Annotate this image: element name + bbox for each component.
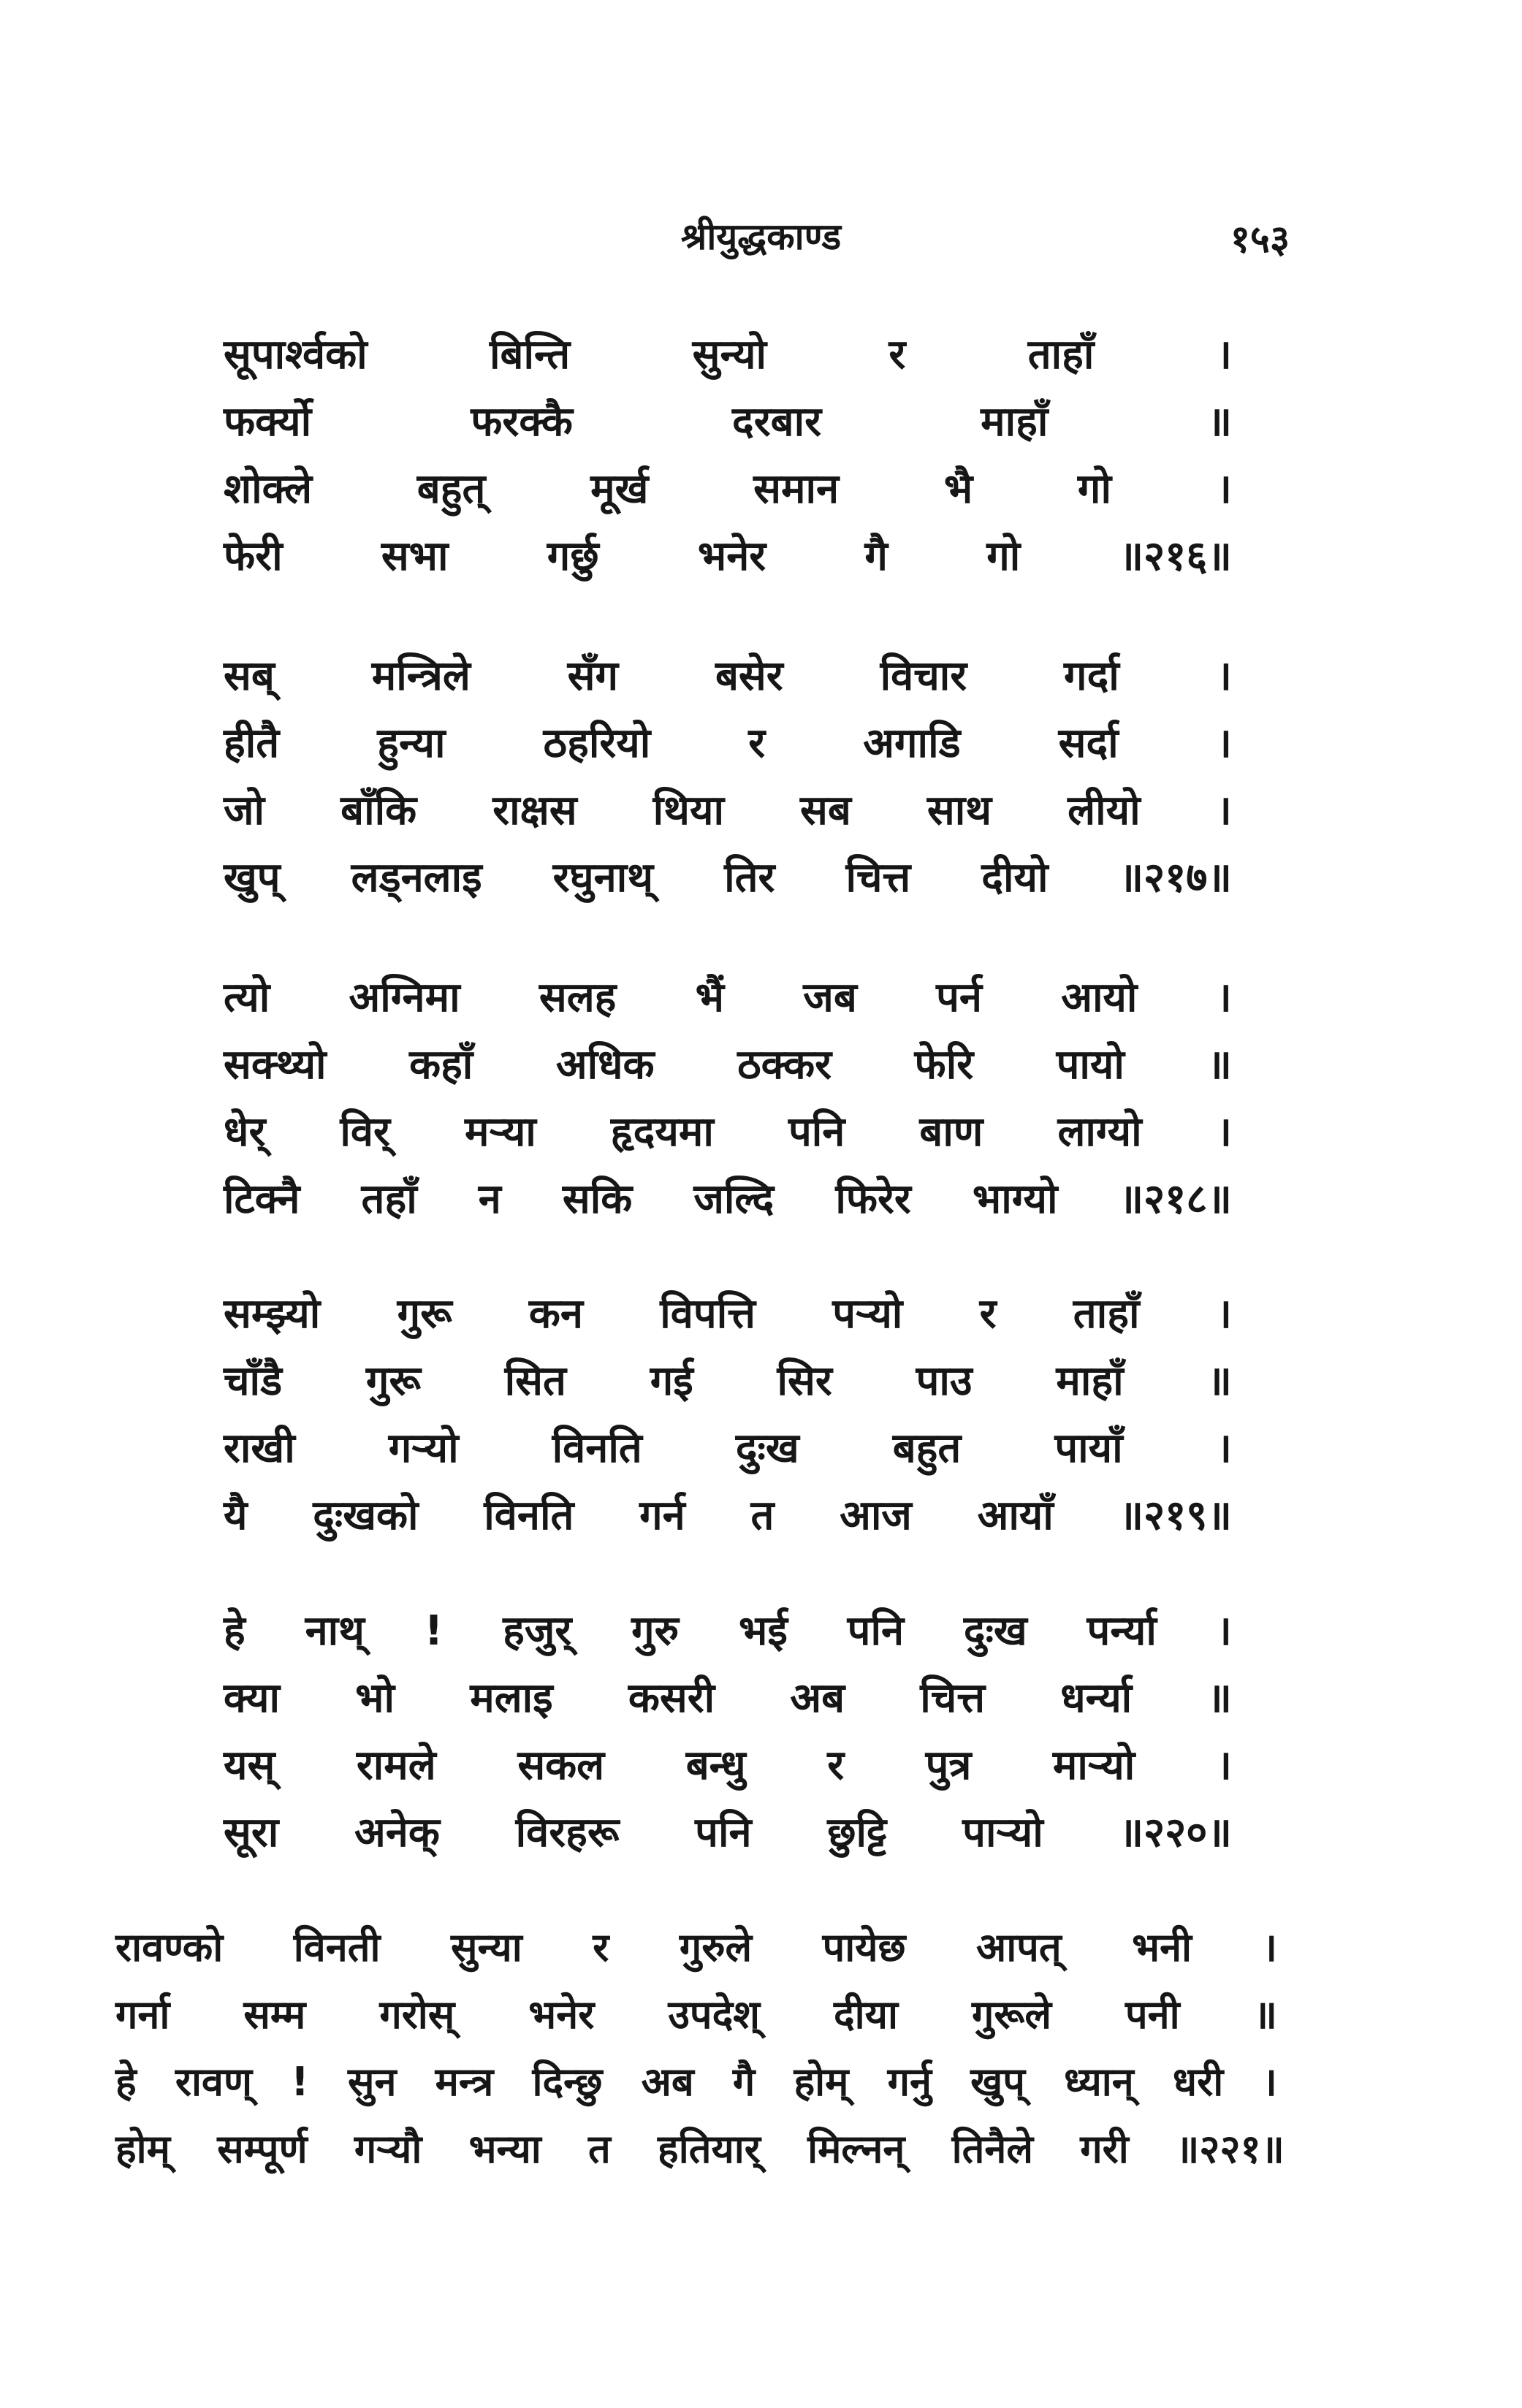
verse-word: त [588, 2126, 611, 2172]
verse-word: रामले [356, 1742, 436, 1789]
verse-word: पऱ्यो [832, 1290, 903, 1338]
verse-line [115, 2120, 1285, 2187]
verse-word: माऱ्यो [1052, 1742, 1135, 1789]
verse-word: गर्ना [115, 1992, 170, 2038]
verse-221 [115, 1919, 1285, 2187]
verse-word: । [1216, 1742, 1232, 1789]
verse-line [224, 968, 1232, 1035]
verse-word: हुन्या [377, 720, 446, 767]
verse-line [224, 1736, 1232, 1803]
verse-word: सित [504, 1357, 566, 1405]
verse-line [224, 392, 1232, 460]
verse-word: हजुर् [503, 1607, 572, 1655]
verse-word: खुप् [224, 854, 281, 902]
verse-line [224, 1669, 1232, 1736]
verse-word: मन्त्र [435, 2059, 494, 2105]
verse-word: भैं [695, 974, 725, 1021]
verse-word: पायाँ [1054, 1425, 1123, 1472]
verse-word: बन्धु [685, 1742, 746, 1789]
verse-word: तिर [724, 854, 775, 902]
verse-word: गै [732, 2059, 756, 2105]
verse-word: भनी [1132, 1924, 1192, 1970]
verse-word: पाउ [916, 1357, 973, 1405]
verse-word: लाग्यो [1057, 1108, 1142, 1156]
verse-word: भन्या [468, 2126, 541, 2172]
verse-word: अधिक [555, 1041, 655, 1089]
verse-word: पाऱ्यो [962, 1809, 1043, 1856]
verse-word: सब [800, 787, 851, 834]
verse-word: भनेर [528, 1992, 595, 2038]
verse-word: गऱ्यौ [354, 2126, 422, 2172]
verse-word: धेर् [224, 1108, 266, 1156]
verse-word: सूपार्श्वको [224, 331, 368, 378]
verse-line [224, 647, 1232, 714]
verse-word: ॥२१९॥ [1119, 1492, 1232, 1539]
verse-word: र [979, 1290, 997, 1338]
verse-word: गुरू [365, 1357, 421, 1405]
verse-word: भनेर [697, 533, 766, 580]
verse-word: लीयो [1068, 787, 1141, 834]
verse-word: विनती [293, 1924, 381, 1970]
verse-word: फर्क्यो [224, 398, 312, 446]
verse-word: र [889, 331, 906, 378]
verse-word: तिनैले [951, 2126, 1033, 2172]
verse-word: जो [224, 787, 265, 834]
verse-word: सभा [381, 533, 449, 580]
verse-word: । [1262, 2059, 1277, 2105]
verse-word: अब [641, 2059, 694, 2105]
verse-word: माहाँ [1056, 1357, 1124, 1405]
verse-word: ॥२१७॥ [1119, 854, 1232, 902]
verse-word: बाण [919, 1108, 983, 1156]
verse-word: ॥ [1207, 1041, 1232, 1089]
verse-word: मन्त्रिले [371, 652, 471, 700]
verse-line [115, 2053, 1277, 2120]
verse-word: गुरू [397, 1290, 452, 1338]
verse-word: र [593, 1924, 609, 1970]
verse-word: भाग्यो [972, 1176, 1058, 1223]
verse-word: दुःख [963, 1607, 1027, 1655]
verse-word: सँग [567, 652, 619, 700]
verse-word: र [748, 720, 766, 767]
verse-word: सकि [562, 1176, 633, 1223]
verse-word: विरहरू [515, 1809, 620, 1856]
verse-word: पर्न [936, 974, 982, 1021]
verse-word: गो [986, 533, 1021, 580]
verse-word: ॥२१६॥ [1119, 533, 1232, 580]
verse-word: चित्त [920, 1674, 986, 1722]
verse-line [224, 1419, 1232, 1486]
verse-word: गै [864, 533, 888, 580]
verse-word: पनी [1125, 1992, 1180, 2038]
verse-word: हे [224, 1607, 246, 1655]
verse-word: राक्षस [492, 787, 577, 834]
verse-word: फेरि [914, 1041, 974, 1089]
verse-word: गरोस् [379, 1992, 455, 2038]
verse-word: अनेक् [354, 1809, 440, 1856]
verse-word: खुप् [970, 2059, 1025, 2105]
verse-word: मिल्नन् [807, 2126, 905, 2172]
verse-line [224, 1601, 1232, 1669]
verse-word: भै [943, 465, 973, 513]
verse-word: विपत्ति [660, 1290, 756, 1338]
verse-word: रावण्को [115, 1924, 224, 1970]
verse-216 [224, 325, 1232, 594]
verse-word: सकल [517, 1742, 605, 1789]
verse-line [224, 714, 1232, 781]
verse-word: विनति [552, 1425, 642, 1472]
verse-word: ! [424, 1607, 444, 1655]
verse-word: आज [840, 1492, 912, 1539]
verse-line [224, 1352, 1232, 1419]
verse-219 [224, 1284, 1232, 1553]
verse-line [115, 1986, 1277, 2053]
verse-word: अब [790, 1674, 845, 1722]
verse-line [224, 1284, 1232, 1352]
verse-word: विर् [340, 1108, 390, 1156]
verse-word: पायो [1056, 1041, 1125, 1089]
verse-word: । [1262, 1924, 1277, 1970]
verse-word: पनि [847, 1607, 905, 1655]
verse-line [224, 1486, 1232, 1553]
page-title: श्रीयुद्धकाण्ड [680, 216, 842, 258]
verse-word: बहुत् [416, 465, 486, 513]
verse-word: न [478, 1176, 501, 1223]
verse-word: सलह [539, 974, 617, 1021]
verse-line [115, 1919, 1277, 1986]
verse-word: हृदयमा [610, 1108, 714, 1156]
verse-word: ठक्कर [737, 1041, 832, 1089]
verse-word: त [750, 1492, 775, 1539]
verse-word: धर्न्या [1060, 1674, 1133, 1722]
verse-word: सुन [347, 2059, 397, 2105]
verse-word: सम्पूर्ण [217, 2126, 308, 2172]
verse-word: । [1216, 974, 1232, 1021]
verse-word: गरी [1080, 2126, 1129, 2172]
verse-word: गर्नु [887, 2059, 932, 2105]
verse-word: ॥२१८॥ [1119, 1176, 1232, 1223]
verse-word: गर्दा [1064, 652, 1119, 700]
verse-word: सर्दा [1058, 720, 1119, 767]
verse-line [224, 848, 1232, 915]
verse-word: यै [224, 1492, 248, 1539]
verse-word: ताहाँ [1073, 1290, 1140, 1338]
verse-word: । [1216, 720, 1232, 767]
verse-word: गो [1077, 465, 1111, 513]
verse-line [224, 460, 1232, 527]
verse-word: ! [291, 2059, 309, 2105]
verse-word: भई [738, 1607, 788, 1655]
verse-word: तहाँ [361, 1176, 417, 1223]
verse-line [224, 1803, 1232, 1870]
verse-word: सक्थ्यो [224, 1041, 327, 1089]
verse-word: बाँकि [340, 787, 417, 834]
verse-line [224, 1170, 1232, 1237]
verse-word: क्या [224, 1674, 280, 1722]
verse-word: पर्न्या [1087, 1607, 1157, 1655]
verse-word: । [1216, 1425, 1232, 1472]
verse-word: छुट्टि [827, 1809, 887, 1856]
verse-line [224, 1035, 1232, 1102]
verse-word: यस् [224, 1742, 275, 1789]
verse-word: गुरु [631, 1607, 680, 1655]
verse-word: सब् [224, 652, 275, 700]
verse-word: फरक्कै [471, 398, 573, 446]
verse-word: आयो [1061, 974, 1138, 1021]
verse-word: जब [803, 974, 857, 1021]
verse-word: माहाँ [981, 398, 1049, 446]
verse-word: साथ [926, 787, 992, 834]
verse-word: आयाँ [977, 1492, 1054, 1539]
verse-217 [224, 647, 1232, 915]
verse-word: सिर [777, 1357, 832, 1405]
verse-word: शोक्ले [224, 465, 313, 513]
verse-word: ॥ [1207, 1357, 1232, 1405]
verse-word: । [1216, 465, 1232, 513]
verse-word: आपत् [975, 1924, 1062, 1970]
verse-word: रघुनाथ् [552, 854, 654, 902]
verse-word: सुन्या [450, 1924, 522, 1970]
verse-word: गई [650, 1357, 693, 1405]
verse-word: थिया [652, 787, 724, 834]
verse-word: गर्छु [547, 533, 599, 580]
verse-word: र [827, 1742, 845, 1789]
verse-word: मऱ्या [465, 1108, 536, 1156]
verse-word: उपदेश् [668, 1992, 760, 2038]
verse-word: ॥२२०॥ [1119, 1809, 1232, 1856]
verse-word: सम्म [243, 1992, 306, 2038]
verse-word: हतियार् [658, 2126, 761, 2172]
verse-word: दुःखको [313, 1492, 419, 1539]
verse-word: कन [528, 1290, 583, 1338]
verse-word: पनि [695, 1809, 752, 1856]
verse-word: ताहाँ [1027, 331, 1095, 378]
verse-word: बिन्ति [490, 331, 571, 378]
verse-word: फेरी [224, 533, 283, 580]
verse-word: । [1216, 1290, 1232, 1338]
verse-word: गुरुले [679, 1924, 753, 1970]
verse-word: रावण् [175, 2059, 252, 2105]
verse-word: हे [115, 2059, 137, 2105]
verse-word: मूर्ख [590, 465, 649, 513]
verse-word: हीतै [224, 720, 280, 767]
verse-line [224, 781, 1232, 848]
verse-word: बसेर [715, 652, 783, 700]
verse-word: सुन्यो [692, 331, 766, 378]
verse-word: चित्त [845, 854, 911, 902]
verse-word: ॥ [1253, 1992, 1277, 2038]
verse-word: । [1216, 1607, 1232, 1655]
verse-line [224, 1102, 1232, 1170]
verse-word: सम्झ्यो [224, 1290, 321, 1338]
verse-word: दीया [834, 1992, 898, 2038]
verse-word: गुरूले [971, 1992, 1051, 2038]
verse-word: ॥२२१॥ [1175, 2126, 1285, 2172]
verse-word: । [1216, 787, 1232, 834]
page-number: १५३ [1230, 218, 1290, 262]
verse-word: विचार [880, 652, 967, 700]
verse-word: पुत्र [925, 1742, 972, 1789]
verse-word: पनि [788, 1108, 845, 1156]
verse-word: त्यो [224, 974, 270, 1021]
verse-word: लड्नलाइ [351, 854, 482, 902]
verse-word: होम् [115, 2126, 170, 2172]
verse-word: विनति [484, 1492, 574, 1539]
verse-word: दिन्छु [532, 2059, 603, 2105]
verse-line [224, 325, 1232, 392]
verse-word: पायेछ [822, 1924, 906, 1970]
verse-word: कसरी [628, 1674, 715, 1722]
verse-word: बहुत [892, 1425, 962, 1472]
verse-word: होम् [794, 2059, 849, 2105]
verse-word: नाथ् [305, 1607, 365, 1655]
verse-word: दीयो [981, 854, 1049, 902]
verse-word: धरी [1172, 2059, 1224, 2105]
verse-word: ॥ [1207, 398, 1232, 446]
verse-word: सूरा [224, 1809, 279, 1856]
verse-word: । [1216, 1108, 1232, 1156]
verse-line [224, 527, 1232, 594]
verse-word: समान [753, 465, 840, 513]
verse-word: दरबार [731, 398, 821, 446]
verse-220 [224, 1601, 1232, 1870]
verse-word: भो [355, 1674, 395, 1722]
verse-word: राखी [224, 1425, 295, 1472]
verse-218 [224, 968, 1232, 1237]
verse-word: । [1216, 331, 1232, 378]
verse-word: ठहरियो [543, 720, 651, 767]
verse-word: ध्यान् [1064, 2059, 1134, 2105]
verse-word: । [1216, 652, 1232, 700]
verse-word: गर्न [639, 1492, 685, 1539]
verse-word: कहाँ [409, 1041, 473, 1089]
verse-word: मलाइ [470, 1674, 553, 1722]
verse-word: अगाडि [863, 720, 961, 767]
verse-word: गऱ्यो [388, 1425, 459, 1472]
verse-word: चाँडै [224, 1357, 283, 1405]
verse-word: ॥ [1207, 1674, 1232, 1722]
verse-word: फिरेर [835, 1176, 911, 1223]
verse-word: टिक्नै [224, 1176, 300, 1223]
verse-word: अग्निमा [349, 974, 460, 1021]
verse-word: दुःख [735, 1425, 799, 1472]
verse-word: जल्दि [693, 1176, 775, 1223]
